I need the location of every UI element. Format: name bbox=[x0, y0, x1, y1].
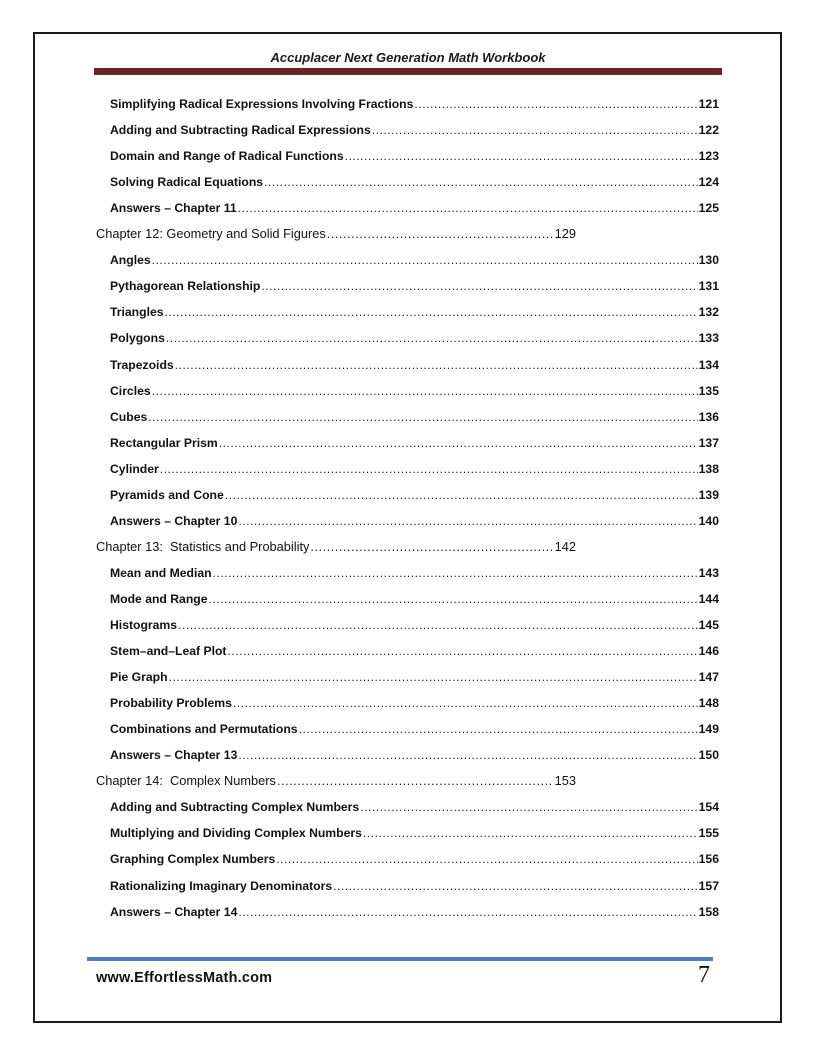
toc-entry[interactable] bbox=[110, 694, 719, 712]
toc-entry[interactable] bbox=[110, 903, 719, 921]
toc-entry[interactable] bbox=[110, 824, 719, 842]
toc-entry-title: Circles bbox=[110, 384, 151, 398]
toc-entry-title: Trapezoids bbox=[110, 358, 174, 372]
toc-entry-page: 142 bbox=[554, 539, 576, 554]
dot-leader bbox=[209, 590, 698, 608]
toc-entry[interactable] bbox=[110, 277, 719, 295]
toc-entry[interactable] bbox=[110, 512, 719, 530]
toc-entry-title: Histograms bbox=[110, 618, 178, 632]
toc-entry-title: Domain and Range of Radical Functions bbox=[110, 149, 344, 163]
toc-entry-title: Cubes bbox=[110, 410, 148, 424]
toc-entry[interactable] bbox=[110, 251, 719, 269]
dot-leader bbox=[213, 564, 698, 582]
toc-entry-page: 156 bbox=[698, 852, 719, 866]
dot-leader bbox=[261, 277, 697, 295]
dot-leader bbox=[310, 538, 553, 556]
toc-entry-page: 154 bbox=[698, 800, 719, 814]
toc-entry-title: Answers – Chapter 10 bbox=[110, 514, 238, 528]
dot-leader bbox=[219, 434, 698, 452]
toc-entry-title: Multiplying and Dividing Complex Numbers bbox=[110, 826, 362, 840]
toc-entry-title: Pyramids and Cone bbox=[110, 488, 224, 502]
toc-entry-page: 132 bbox=[698, 305, 719, 319]
toc-entry[interactable] bbox=[110, 590, 719, 608]
toc-entry[interactable] bbox=[110, 564, 719, 582]
toc-entry-title: Angles bbox=[110, 253, 151, 267]
dot-leader bbox=[238, 512, 697, 530]
toc-entry-title: Pie Graph bbox=[110, 670, 168, 684]
toc-entry-title: Adding and Subtracting Radical Expressions bbox=[110, 123, 371, 137]
dot-leader bbox=[345, 147, 698, 165]
toc-entry-title: Chapter 12: Geometry and Solid Figures bbox=[96, 226, 326, 241]
dot-leader bbox=[238, 903, 697, 921]
toc-entry-page: 133 bbox=[698, 331, 719, 345]
toc-chapter-entry[interactable] bbox=[96, 772, 576, 790]
dot-leader bbox=[372, 121, 698, 139]
toc-entry[interactable] bbox=[110, 720, 719, 738]
dot-leader bbox=[414, 95, 697, 113]
toc-entry-title: Chapter 14: Complex Numbers bbox=[96, 773, 276, 788]
toc-entry[interactable] bbox=[110, 877, 719, 895]
toc-entry-title: Mode and Range bbox=[110, 592, 208, 606]
footer-rule bbox=[87, 957, 713, 961]
toc-entry-page: 146 bbox=[698, 644, 719, 658]
footer-website[interactable]: www.EffortlessMath.com bbox=[96, 970, 273, 986]
toc-entry-page: 122 bbox=[698, 123, 719, 137]
toc-entry-page: 131 bbox=[698, 279, 719, 293]
dot-leader bbox=[276, 850, 697, 868]
dot-leader bbox=[175, 356, 698, 374]
toc-entry-title: Graphing Complex Numbers bbox=[110, 852, 276, 866]
toc-entry-title: Mean and Median bbox=[110, 566, 212, 580]
toc-entry-page: 155 bbox=[698, 826, 719, 840]
dot-leader bbox=[333, 877, 698, 895]
toc-entry-page: 134 bbox=[698, 358, 719, 372]
toc-entry-title: Rationalizing Imaginary Denominators bbox=[110, 879, 333, 893]
dot-leader bbox=[160, 460, 698, 478]
toc-entry[interactable] bbox=[110, 616, 719, 634]
toc-entry[interactable] bbox=[110, 329, 719, 347]
dot-leader bbox=[363, 824, 698, 842]
dot-leader bbox=[233, 694, 698, 712]
toc-entry-page: 136 bbox=[698, 410, 719, 424]
toc-entry-title: Cylinder bbox=[110, 462, 159, 476]
toc-entry-page: 124 bbox=[698, 175, 719, 189]
toc-entry-title: Probability Problems bbox=[110, 696, 232, 710]
toc-entry-page: 129 bbox=[554, 226, 576, 241]
toc-entry[interactable] bbox=[110, 382, 719, 400]
toc-entry-page: 138 bbox=[698, 462, 719, 476]
toc-entry[interactable] bbox=[110, 746, 719, 764]
toc-entry[interactable] bbox=[110, 486, 719, 504]
toc-entry[interactable] bbox=[110, 668, 719, 686]
dot-leader bbox=[327, 225, 554, 243]
dot-leader bbox=[166, 329, 698, 347]
page-number: 7 bbox=[698, 962, 710, 988]
toc-entry-page: 121 bbox=[698, 97, 719, 111]
toc-entry-title: Rectangular Prism bbox=[110, 436, 218, 450]
toc-entry-title: Polygons bbox=[110, 331, 165, 345]
dot-leader bbox=[148, 408, 697, 426]
header-rule bbox=[94, 68, 722, 75]
toc-entry-page: 147 bbox=[698, 670, 719, 684]
toc-entry-title: Stem–and–Leaf Plot bbox=[110, 644, 227, 658]
toc-entry-page: 123 bbox=[698, 149, 719, 163]
toc-entry[interactable] bbox=[110, 850, 719, 868]
toc-entry-title: Simplifying Radical Expressions Involving Fractions bbox=[110, 97, 414, 111]
toc-entry[interactable] bbox=[110, 434, 719, 452]
dot-leader bbox=[178, 616, 698, 634]
dot-leader bbox=[152, 251, 698, 269]
toc-entry[interactable] bbox=[110, 356, 719, 374]
toc-entry-page: 153 bbox=[554, 773, 576, 788]
toc-entry-title: Answers – Chapter 14 bbox=[110, 905, 238, 919]
header-title: Accuplacer Next Generation Math Workbook bbox=[270, 50, 546, 65]
toc-chapter-entry[interactable] bbox=[96, 225, 576, 243]
toc-entry-page: 140 bbox=[698, 514, 719, 528]
toc-entry-page: 135 bbox=[698, 384, 719, 398]
toc-entry[interactable] bbox=[110, 147, 719, 165]
toc-entry-title: Answers – Chapter 13 bbox=[110, 748, 238, 762]
dot-leader bbox=[165, 303, 698, 321]
toc-chapter-entry[interactable] bbox=[96, 538, 576, 556]
dot-leader bbox=[238, 199, 698, 217]
toc-entry[interactable] bbox=[110, 642, 719, 660]
toc-entry[interactable] bbox=[110, 173, 719, 191]
toc-entry[interactable] bbox=[110, 95, 719, 113]
toc-entry-page: 157 bbox=[698, 879, 719, 893]
toc-entry-page: 148 bbox=[698, 696, 719, 710]
toc-entry-page: 130 bbox=[698, 253, 719, 267]
toc-entry-page: 125 bbox=[698, 201, 719, 215]
toc-entry-title: Adding and Subtracting Complex Numbers bbox=[110, 800, 360, 814]
toc-entry-title: Answers – Chapter 11 bbox=[110, 201, 237, 215]
toc-entry-page: 143 bbox=[698, 566, 719, 580]
toc-entry-title: Combinations and Permutations bbox=[110, 722, 298, 736]
toc-entry-title: Pythagorean Relationship bbox=[110, 279, 261, 293]
toc-entry-page: 144 bbox=[698, 592, 719, 606]
dot-leader bbox=[169, 668, 698, 686]
dot-leader bbox=[264, 173, 698, 191]
dot-leader bbox=[360, 798, 697, 816]
dot-leader bbox=[238, 746, 697, 764]
toc-entry[interactable] bbox=[110, 798, 719, 816]
dot-leader bbox=[225, 486, 698, 504]
toc-entry-page: 158 bbox=[698, 905, 719, 919]
toc-entry-title: Chapter 13: Statistics and Probability bbox=[96, 539, 310, 554]
dot-leader bbox=[152, 382, 698, 400]
toc-entry[interactable] bbox=[110, 303, 719, 321]
dot-leader bbox=[277, 772, 554, 790]
toc-entry-page: 137 bbox=[698, 436, 719, 450]
toc-entry[interactable] bbox=[110, 121, 719, 139]
toc-entry-page: 139 bbox=[698, 488, 719, 502]
toc-entry-page: 145 bbox=[698, 618, 719, 632]
toc-entry-page: 150 bbox=[698, 748, 719, 762]
dot-leader bbox=[228, 642, 698, 660]
toc-entry[interactable] bbox=[110, 408, 719, 426]
toc-entry-page: 149 bbox=[698, 722, 719, 736]
toc-entry-title: Triangles bbox=[110, 305, 164, 319]
toc-entry-title: Solving Radical Equations bbox=[110, 175, 264, 189]
toc-entry[interactable] bbox=[110, 199, 719, 217]
toc-entry[interactable] bbox=[110, 460, 719, 478]
dot-leader bbox=[299, 720, 698, 738]
